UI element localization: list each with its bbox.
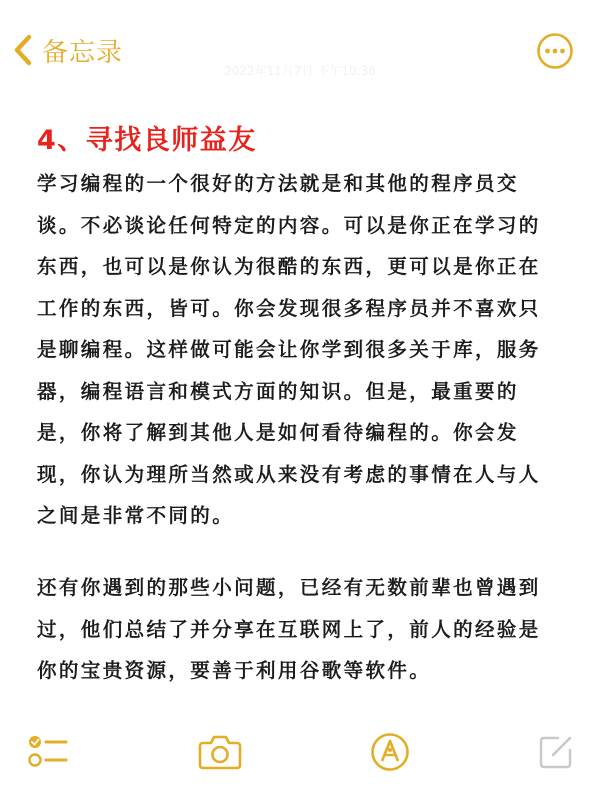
paragraph-line: 学习编程的一个很好的方法就是和其他的程序员交 xyxy=(37,172,519,195)
note-paragraph-1 xyxy=(37,163,567,537)
paragraph-line: 过，他们总结了并分享在互联网上了，前人的经验是 xyxy=(37,617,541,641)
checklist-button[interactable] xyxy=(24,728,72,776)
paragraph-line: 是，你将了解到其他人是如何看待编程的。你会发 xyxy=(37,421,519,444)
paragraph-line: 之间是非常不同的。 xyxy=(37,504,235,527)
compose-button[interactable] xyxy=(532,728,580,776)
ellipsis-circle-icon xyxy=(536,55,574,74)
bottom-toolbar xyxy=(0,722,600,782)
checklist-icon xyxy=(26,732,70,772)
pen-tip-circle-icon xyxy=(369,731,411,773)
note-heading: 4、寻找良师益友 xyxy=(37,125,257,156)
navigation-bar xyxy=(0,0,600,100)
back-button[interactable] xyxy=(12,30,123,70)
compose-icon xyxy=(536,732,576,772)
markup-button[interactable] xyxy=(366,728,414,776)
paragraph-line: 工作的东西，皆可。你会发现很多程序员并不喜欢只 xyxy=(37,296,541,320)
paragraph-line: 东西，也可以是你认为很酷的东西，更可以是你正在 xyxy=(37,255,541,278)
back-label: 备忘录 xyxy=(42,37,124,68)
paragraph-line: 还有你遇到的那些小问题，已经有无数前辈也曾遇到 xyxy=(37,576,541,599)
paragraph-line: 是聊编程。这样做可能会让你学到很多关于库，服务 xyxy=(37,338,541,361)
camera-icon xyxy=(197,732,243,772)
note-timestamp: 2022年11月7日 下午10:36 xyxy=(224,64,376,78)
note-paragraph-2 xyxy=(37,567,567,692)
paragraph-line: 你的宝贵资源，要善于利用谷歌等软件。 xyxy=(37,659,432,682)
paragraph-line: 谈。不必谈论任何特定的内容。可以是你正在学习的 xyxy=(37,213,541,237)
more-button[interactable] xyxy=(536,32,574,70)
chevron-left-icon xyxy=(12,33,34,67)
paragraph-line: 现，你认为理所当然或从来没有考虑的事情在人与人 xyxy=(37,462,541,486)
paragraph-line: 器，编程语言和模式方面的知识。但是，最重要的 xyxy=(37,379,519,403)
camera-button[interactable] xyxy=(196,728,244,776)
